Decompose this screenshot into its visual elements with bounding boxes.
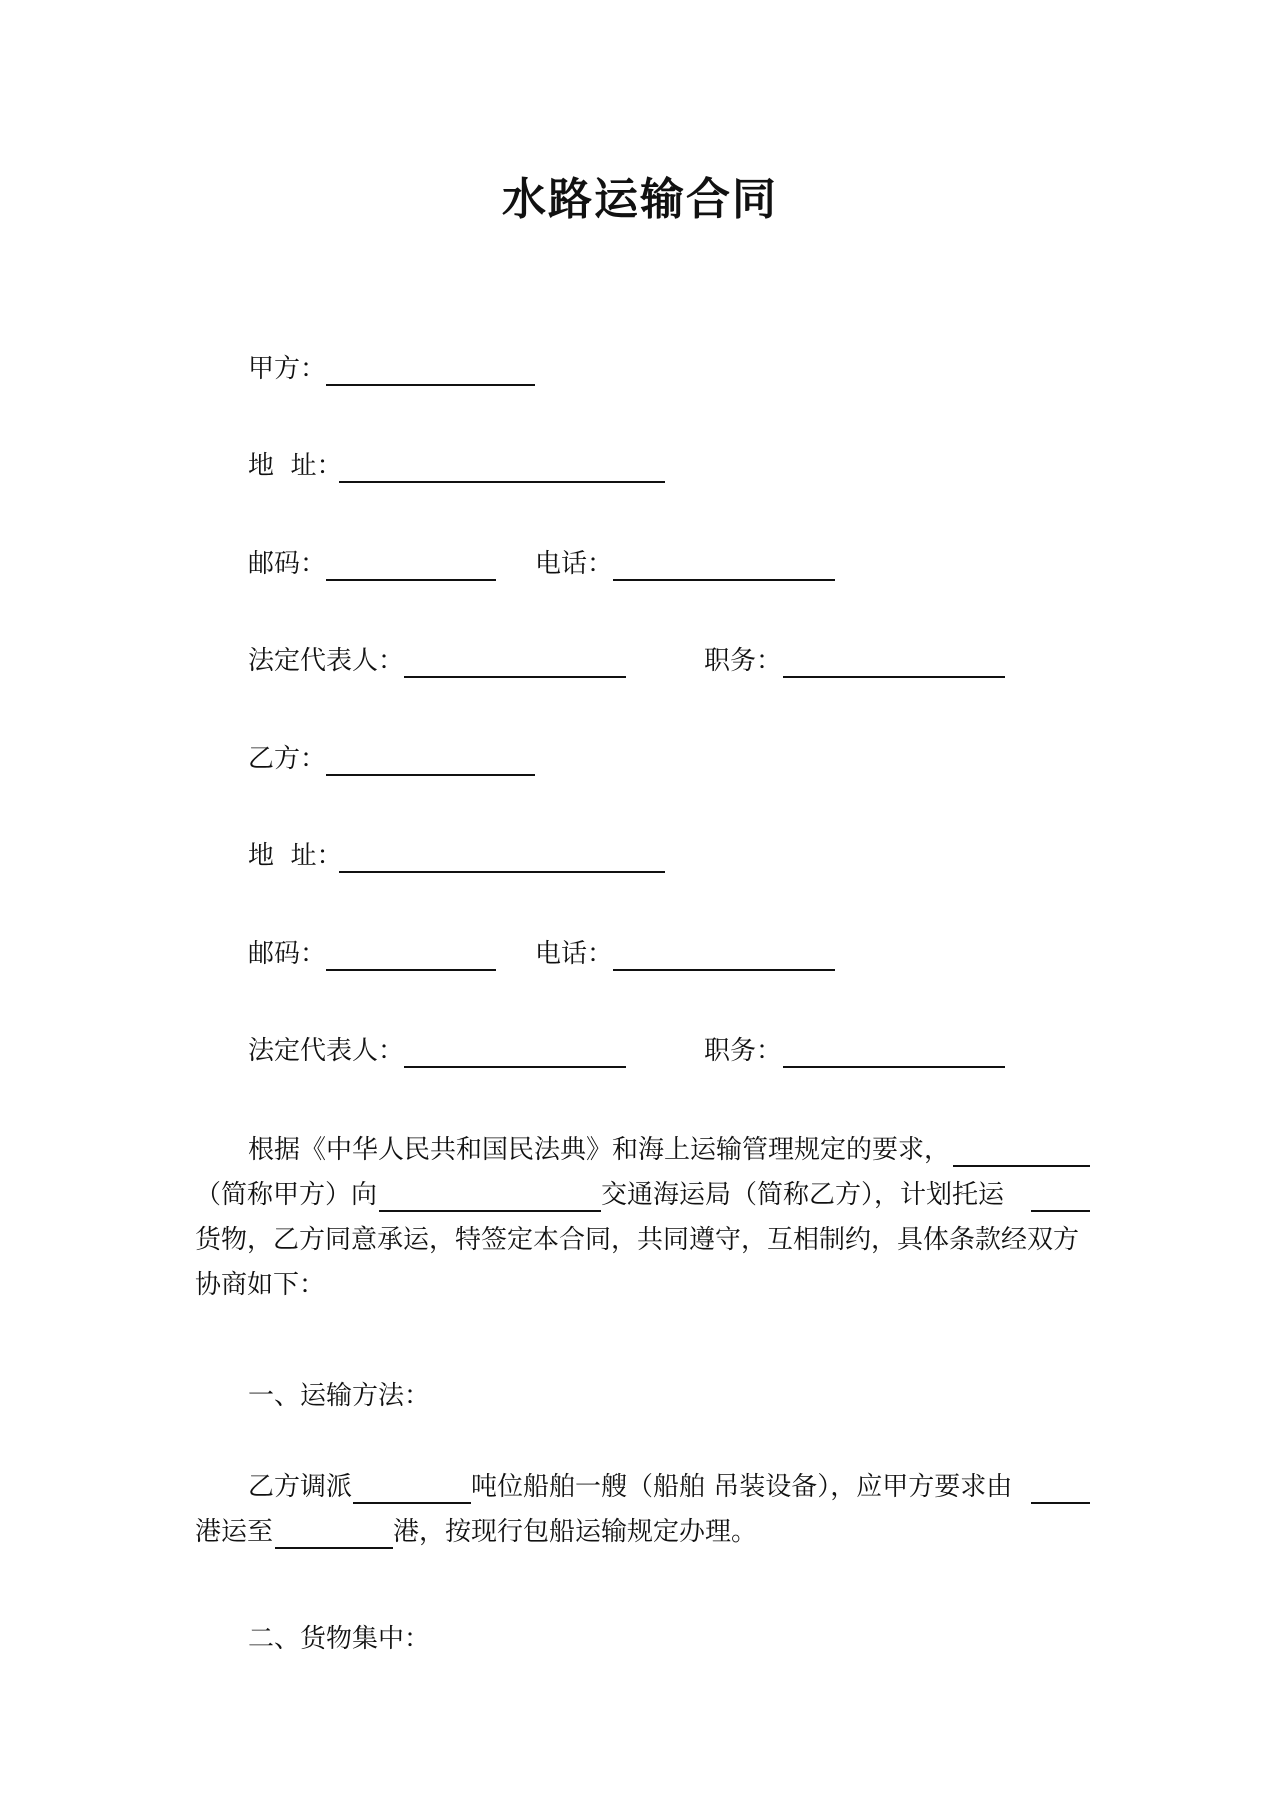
party-b-phone-label: 电话： [535, 939, 614, 969]
section-1-line-2a: 港运至 [195, 1517, 274, 1547]
party-b-position-blank[interactable] [783, 1066, 1005, 1068]
party-a-legal-rep-label: 法定代表人： [248, 646, 405, 676]
party-a-phone-blank[interactable] [613, 579, 835, 581]
party-a-position-blank[interactable] [783, 676, 1005, 678]
party-b-postcode-label: 邮码： [248, 939, 327, 969]
preamble-line-1: 根据《中华人民共和国民法典》和海上运输管理规定的要求， [248, 1135, 951, 1165]
party-b-address-label: 地 址： [248, 841, 343, 871]
preamble-party-a-blank[interactable] [953, 1165, 1090, 1167]
section-1-paragraph [195, 1465, 1090, 1555]
departure-port-blank[interactable] [1031, 1502, 1090, 1504]
party-a-address-blank[interactable] [339, 481, 665, 483]
party-b-address-blank[interactable] [339, 871, 665, 873]
section-1-heading: 一、运输方法： [248, 1381, 431, 1411]
preamble-line-2b: 交通海运局（简称乙方），计划托运 [601, 1180, 1005, 1210]
party-b-name-label: 乙方： [248, 744, 327, 774]
section-1-line-1b: 吨位船舶一艘（船舶 吊装设备），应甲方要求由 [471, 1472, 1013, 1502]
preamble-line-3: 货物，乙方同意承运，特签定本合同，共同遵守，互相制约，具体条款经双方 [195, 1225, 1080, 1255]
party-a-position-label: 职务： [704, 646, 783, 676]
party-a-phone-label: 电话： [535, 549, 614, 579]
party-b-legal-rep-blank[interactable] [404, 1066, 626, 1068]
preamble-line-4: 协商如下： [195, 1270, 326, 1300]
party-b-legal-rep-label: 法定代表人： [248, 1036, 405, 1066]
party-a-legal-rep-blank[interactable] [404, 676, 626, 678]
party-b-postcode-blank[interactable] [326, 969, 496, 971]
preamble-cargo-blank[interactable] [1031, 1210, 1090, 1212]
party-a-postcode-blank[interactable] [326, 579, 496, 581]
preamble-party-b-blank[interactable] [379, 1210, 601, 1212]
ship-tonnage-blank[interactable] [353, 1502, 471, 1504]
party-a-postcode-label: 邮码： [248, 549, 327, 579]
party-a-name-label: 甲方： [248, 354, 327, 384]
party-b-position-label: 职务： [704, 1036, 783, 1066]
section-1-line-2b: 港，按现行包船运输规定办理。 [393, 1517, 758, 1547]
preamble-line-2a: （简称甲方）向 [195, 1180, 378, 1210]
section-2-heading: 二、货物集中： [248, 1624, 431, 1654]
party-b-phone-blank[interactable] [613, 969, 835, 971]
destination-port-blank[interactable] [275, 1547, 393, 1549]
party-a-name-blank[interactable] [326, 384, 535, 386]
page-title: 水路运输合同 [502, 174, 778, 225]
party-a-address-label: 地 址： [248, 451, 343, 481]
section-1-line-1a: 乙方调派 [248, 1472, 353, 1502]
preamble-paragraph [195, 1128, 1090, 1308]
party-b-name-blank[interactable] [326, 774, 535, 776]
